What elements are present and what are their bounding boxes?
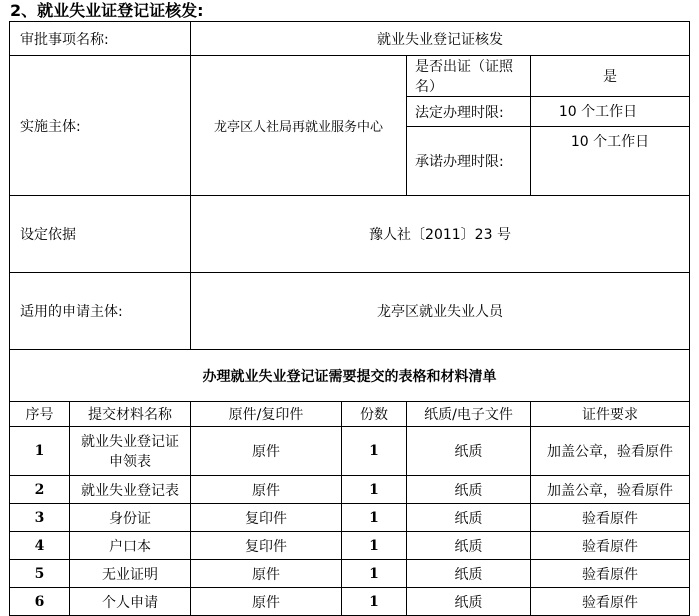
approval-info-table	[9, 21, 690, 616]
row-type: 原件	[191, 476, 342, 504]
promise-time-label: 承诺办理时限:	[407, 127, 531, 196]
materials-title: 办理就业失业登记证需要提交的表格和材料清单	[10, 350, 690, 402]
row-count: 1	[342, 588, 407, 616]
table-row	[10, 532, 690, 560]
row-req: 验看原件	[531, 504, 690, 532]
row-format: 纸质	[407, 560, 531, 588]
row-format: 纸质	[407, 532, 531, 560]
row-format: 纸质	[407, 588, 531, 616]
cert-value: 是	[531, 56, 690, 97]
legal-time-text: 10 个工作日	[558, 104, 638, 120]
subject-row	[10, 273, 690, 350]
row-no: 6	[10, 588, 70, 616]
row-format: 纸质	[407, 427, 531, 476]
header-req: 证件要求	[531, 402, 690, 427]
row-name: 就业失业登记证申领表	[70, 427, 191, 476]
basis-label: 设定依据	[10, 196, 191, 273]
header-format: 纸质/电子文件	[407, 402, 531, 427]
legal-time-value	[531, 97, 690, 127]
header-count: 份数	[342, 402, 407, 427]
row-type: 复印件	[191, 532, 342, 560]
row-type: 原件	[191, 560, 342, 588]
table-row	[10, 476, 690, 504]
row-req: 验看原件	[531, 588, 690, 616]
row-type: 原件	[191, 427, 342, 476]
promise-time-value	[531, 127, 690, 196]
table-row	[10, 504, 690, 532]
basis-row	[10, 196, 690, 273]
row-name: 户口本	[70, 532, 191, 560]
row-count: 1	[342, 560, 407, 588]
row-req: 验看原件	[531, 532, 690, 560]
header-type: 原件/复印件	[191, 402, 342, 427]
cert-label: 是否出证（证照名）	[407, 56, 531, 97]
promise-time-text: 10 个工作日	[570, 134, 650, 150]
row-type: 复印件	[191, 504, 342, 532]
table-row	[10, 427, 690, 476]
row-type: 原件	[191, 588, 342, 616]
impl-label: 实施主体:	[10, 56, 191, 196]
row-format: 纸质	[407, 504, 531, 532]
impl-row-cert	[10, 56, 690, 97]
row-count: 1	[342, 504, 407, 532]
row-format: 纸质	[407, 476, 531, 504]
table-row	[10, 588, 690, 616]
materials-header-row	[10, 402, 690, 427]
header-name: 提交材料名称	[70, 402, 191, 427]
subject-label: 适用的申请主体:	[10, 273, 191, 350]
materials-title-row	[10, 350, 690, 402]
row-req: 加盖公章，验看原件	[531, 427, 690, 476]
basis-value: 豫人社〔2011〕23 号	[191, 196, 690, 273]
table-row	[10, 560, 690, 588]
row-no: 4	[10, 532, 70, 560]
row-name: 身份证	[70, 504, 191, 532]
row-req: 加盖公章，验看原件	[531, 476, 690, 504]
item-name-row	[10, 22, 690, 56]
header-no: 序号	[10, 402, 70, 427]
item-name-label: 审批事项名称:	[10, 22, 191, 56]
impl-value: 龙亭区人社局再就业服务中心	[191, 56, 407, 196]
section-heading: 2、就业失业证登记证核发:	[10, 1, 204, 20]
row-name: 个人申请	[70, 588, 191, 616]
legal-time-label: 法定办理时限:	[407, 97, 531, 127]
row-count: 1	[342, 532, 407, 560]
row-req: 验看原件	[531, 560, 690, 588]
row-no: 3	[10, 504, 70, 532]
row-no: 2	[10, 476, 70, 504]
row-count: 1	[342, 476, 407, 504]
row-name: 就业失业登记表	[70, 476, 191, 504]
row-no: 1	[10, 427, 70, 476]
subject-value: 龙亭区就业失业人员	[191, 273, 690, 350]
row-count: 1	[342, 427, 407, 476]
row-no: 5	[10, 560, 70, 588]
row-name: 无业证明	[70, 560, 191, 588]
item-name-value: 就业失业登记证核发	[191, 22, 690, 56]
